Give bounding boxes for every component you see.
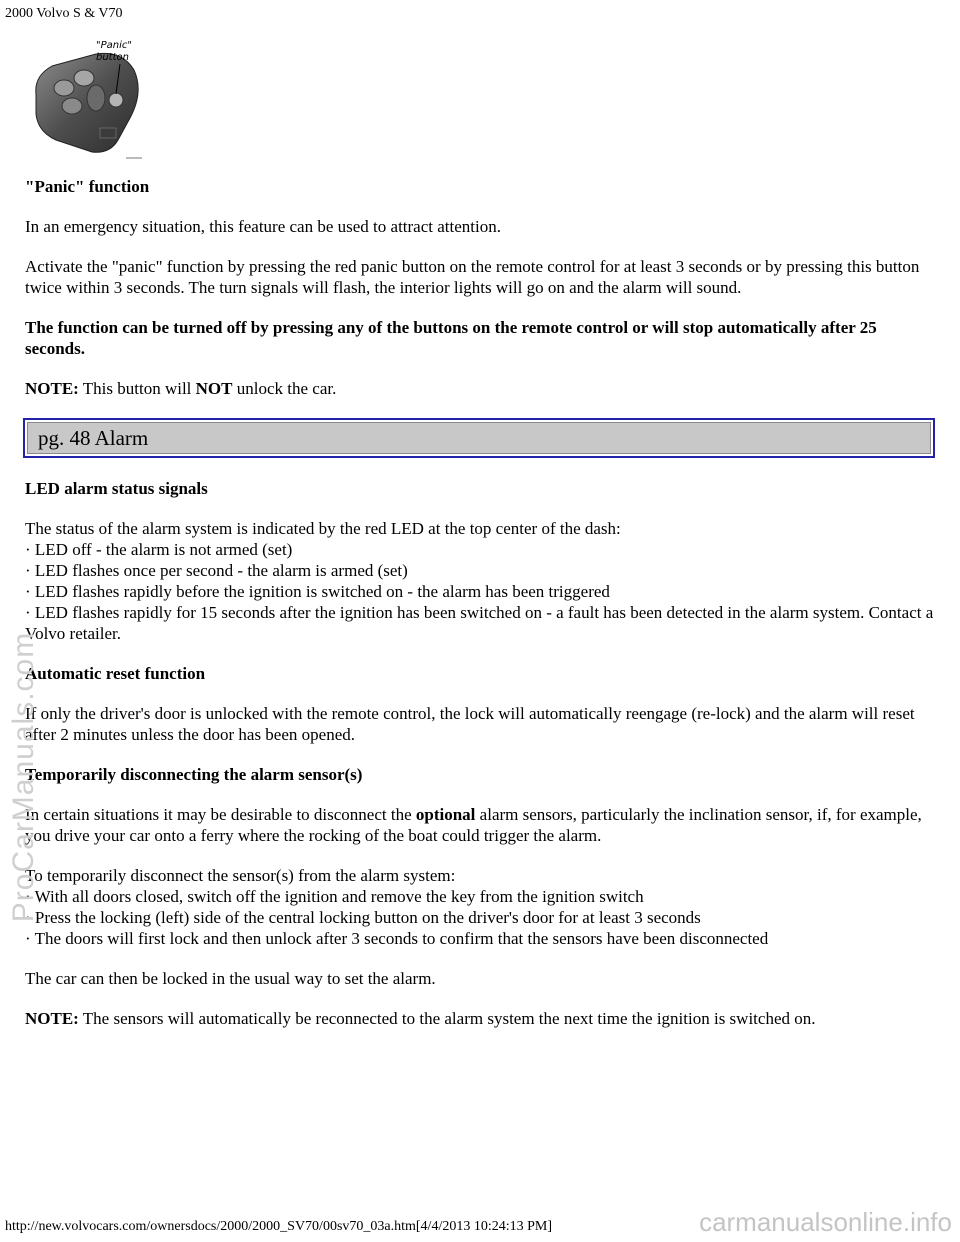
section-title: pg. 48 Alarm: [27, 422, 931, 454]
note-label: NOTE:: [25, 379, 79, 398]
section-header: [23, 418, 935, 458]
disconnect-list: [25, 865, 935, 949]
list-item: · LED flashes once per second - the alarm is armed (set): [25, 561, 408, 580]
led-intro: The status of the alarm system is indicated by the red LED at the top center of the dash:: [25, 519, 621, 538]
panic-button-icon: [109, 93, 123, 107]
disconnect-note: NOTE: The sensors will automatically be reconnected to the alarm system the next time the ignition is switched on.: [25, 1009, 816, 1028]
side-watermark: ProCarManuals.com: [7, 631, 40, 923]
panic-paragraph-1: In an emergency situation, this feature can be used to attract attention.: [25, 217, 501, 236]
callout-label-line1: "Panic": [96, 40, 132, 51]
list-item: · LED flashes rapidly for 15 seconds after the ignition has been switched on - a fault has been detected in the alarm system. Contact a Volvo retailer.: [25, 603, 934, 643]
led-list: [25, 518, 935, 644]
led-heading: LED alarm status signals: [25, 479, 208, 498]
page-header: 2000 Volvo S & V70: [5, 6, 123, 21]
document-body: [25, 176, 935, 1048]
callout-label-line2: button: [96, 52, 129, 63]
panic-heading: "Panic" function: [25, 177, 150, 196]
list-item: · Press the locking (left) side of the central locking button on the driver's door for at least 3 seconds: [25, 908, 701, 927]
reset-paragraph: If only the driver's door is unlocked with the remote control, the lock will automatically reengage (re-lock) and the alarm will reset after 2 minutes unless the door has been opened.: [25, 704, 915, 744]
list-item: · LED flashes rapidly before the ignition is switched on - the alarm has been triggered: [25, 582, 610, 601]
note-label: NOTE:: [25, 1009, 79, 1028]
list-item: · The doors will first lock and then unlock after 3 seconds to confirm that the sensors have been disconnected: [25, 929, 769, 948]
reset-heading: Automatic reset function: [25, 664, 206, 683]
panic-note: NOTE: This button will NOT unlock the car.: [25, 379, 337, 398]
remote-control-image: [26, 36, 150, 160]
disconnect-intro: To temporarily disconnect the sensor(s) from the alarm system:: [25, 866, 456, 885]
footer-url: http://new.volvocars.com/ownersdocs/2000/2000_SV70/00sv70_03a.htm[4/4/2013 10:24:13 PM]: [5, 1219, 553, 1234]
panic-paragraph-3: The function can be turned off by pressing any of the buttons on the remote control or will stop automatically after 25 seconds.: [25, 318, 877, 358]
lock-paragraph: The car can then be locked in the usual way to set the alarm.: [25, 969, 436, 988]
list-item: · With all doors closed, switch off the ignition and remove the key from the ignition switch: [25, 887, 644, 906]
panic-paragraph-2: Activate the "panic" function by pressing the red panic button on the remote control for at least 3 seconds or by pressing this button twice within 3 seconds. The turn signals will flash, the interior lights will go on and the alarm will sound.: [25, 257, 920, 297]
disconnect-heading: Temporarily disconnecting the alarm sensor(s): [25, 765, 363, 784]
bottom-watermark: carmanualsonline.info: [699, 1207, 952, 1237]
list-item: · LED off - the alarm is not armed (set): [25, 540, 293, 559]
disconnect-paragraph: In certain situations it may be desirable to disconnect the optional alarm sensors, particularly the inclination sensor, if, for example, you drive your car onto a ferry where the rocking of the boat could trigger the alarm.: [25, 805, 922, 845]
